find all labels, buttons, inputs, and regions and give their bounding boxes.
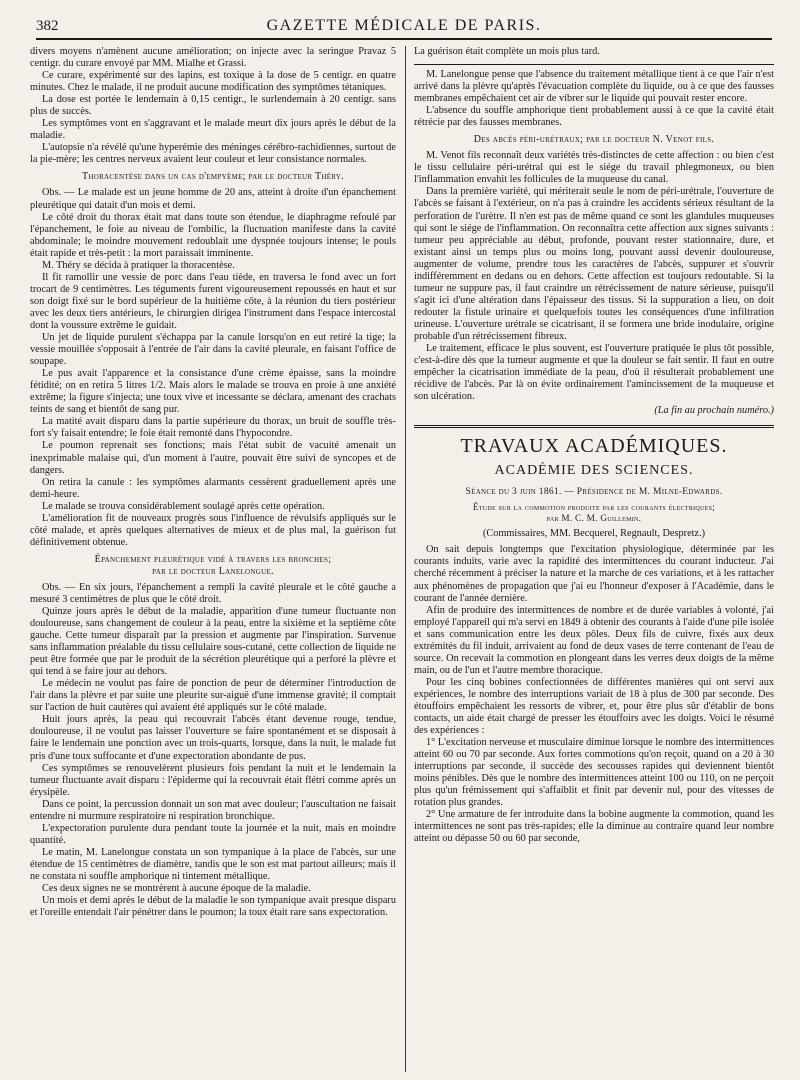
commissaires-line: (Commissaires, MM. Becquerel, Regnault, Despretz.)	[482, 528, 706, 540]
paragraph: L'absence du souffle amphorique tient probablement aussi à ce que la cavité était rétrécie par des fausses membranes.	[414, 105, 774, 129]
separator-rule	[414, 64, 774, 65]
section-title-travaux: TRAVAUX ACADÉMIQUES.	[460, 435, 728, 458]
paragraph: Huit jours après, la peau qui recouvrait l'abcès étant devenue rouge, tendue, douloureuse, il ne voulut pas laisser l'ouverture se faire spontanément et se disposait à faire le lendemain une ponction avec un trois-quarts, lorsque, dans la nuit, le malade fut pris d'une toux suffocante et d'une expectoration abondante de pus.	[30, 714, 396, 762]
paragraph: Le malade se trouva considérablement soulagé après cette opération.	[42, 500, 325, 512]
paragraph: M. Théry se décida à pratiquer la thoracentèse.	[42, 259, 235, 271]
page-header	[36, 14, 772, 40]
paragraph: Obs. — En six jours, l'épanchement a rempli la cavité pleurale et le côté gauche a mesuré 3 centimètres de plus que le côté droit.	[30, 581, 396, 605]
paragraph: divers moyens n'amènent aucune amélioration; on injecte avec la seringue Pravaz 5 centigr. du curare envoyé par MM. Mialhe et Grassi.	[30, 46, 396, 70]
paragraph: M. Venot fils reconnaît deux variétés très-distinctes de cette affection : ou bien c'est le tissu cellulaire péri-urétral qui est le siége du travail phlegmoneux, ou bien l'inflammation envahit les follicules de la muqueuse du canal.	[414, 150, 774, 186]
session-line: Séance du 3 juin 1861. — Présidence de M. Milne-Edwards.	[465, 487, 723, 498]
paragraph: L'autopsie n'a révélé qu'une hyperémie des méninges cérébro-rachidiennes, surtout de la pie-mère; les centres nerveux avaient leur couleur et leur consistance normales.	[30, 142, 396, 166]
journal-title: GAZETTE MÉDICALE DE PARIS.	[266, 17, 542, 34]
paragraph: 2° Une armature de fer introduite dans la bobine augmente la commotion, quand les intermittences ne sont pas très-rapides; elle la diminue au contraire quand leur nombre atteint ou dépasse 50 ou 60 par seconde,	[414, 809, 774, 845]
paragraph: Afin de produire des intermittences de nombre et de durée variables à volonté, j'ai employé l'appareil qui m'a servi en 1849 à obtenir des courants à l'aide d'une pile isolée et sans communication entre les deux pôles. Deux fils de cuivre, fixés aux deux extrémités du fil induit, arrivaient au fond de deux vases de terre contenant de l'eau de source. On recevait la commotion en plongeant dans les verres deux doigts de la même main, ou de l'un et l'autre membre thoracique.	[414, 604, 774, 676]
paragraph: 1° L'excitation nerveuse et musculaire diminue lorsque le nombre des intermittences atteint 60 ou 70 par seconde. Aux fortes commotions qu'on reçoit, quand on a 20 à 30 interruptions par seconde, il succède des secousses rapides qui deviennent bientôt moins pénibles. Dès que le nombre des intermittences atteint 100 ou 110, on ne perçoit plus qu'un frémissement qui s'affaiblit et finit par devenir nul, pour des vitesses de rotation plus grandes.	[414, 737, 774, 809]
paragraph: Le poumon reprenait ses fonctions; mais l'état subit de vacuité amenait un inexprimable malaise qui, d'un moment à l'autre, pouvait être suivi de syncopes et de dangers.	[30, 440, 396, 476]
paragraph: La guérison était complète un mois plus tard.	[414, 46, 600, 57]
left-column	[30, 46, 396, 1074]
paragraph: Le côté droit du thorax était mat dans toute son étendue, le diaphragme refoulé par l'épanchement, le foie au niveau de l'ombilic, la fluctuation manifeste dans la cavité abdominale; le moindre mouvement redoublait une dyspnée toujours intense; le pouls était rapide et très-petit : la mort paraissait imminente.	[30, 211, 396, 259]
paragraph: Le médecin ne voulut pas faire de ponction de peur de déterminer l'introduction de l'air dans la plèvre et par suite une pleurite sur-aiguë d'une immense gravité; il comptait sur l'action de huit cautères qui avaient été appliqués sur le côté malade.	[30, 678, 396, 714]
paragraph: Il fit ramollir une vessie de porc dans l'eau tiède, en traversa le fond avec un fort trocart de 9 centimètres. Les téguments furent vigoureusement repoussés en haut et sur son doigt fixé sur le bord supérieur de la huitième côte, à la réunion du tiers postérieur avec les deux tiers antérieurs, le chirurgien dirigea l'instrument dans l'espace intercostal dont la voussure extrême le guidait.	[30, 271, 396, 331]
paragraph: Dans ce point, la percussion donnait un son mat avec douleur; l'auscultation ne faisait entendre ni murmure respiratoire ni respiration bronchique.	[30, 798, 396, 822]
paragraph: La dose est portée le lendemain à 0,15 centigr., le surlendemain à 20 centigr. sans plus de succès.	[30, 94, 396, 118]
paragraph: Obs. — Le malade est un jeune homme de 20 ans, atteint à droite d'un épanchement pleurétique qui datait d'un mois et demi.	[30, 187, 396, 211]
page-number: 382	[36, 18, 59, 34]
paragraph: Quinze jours après le début de la maladie, apparition d'une tumeur fluctuante non douloureuse, sans changement de couleur à la peau, entre la sixième et la septième côte gauche. Cette tumeur disparaît par la pression et augmente par l'inspiration. Survenue sans inflammation préalable du tissu cellulaire sous-cutané, cette collection de liquide ne peut être formée que par le produit de la sécrétion pleurétique qui a perforé la plèvre et qui tend à se faire jour au dehors.	[30, 605, 396, 678]
paragraph: Le matin, M. Lanelongue constata un son tympanique à la place de l'abcès, sur une étendue de 15 centimètres de diamètre, tandis que le son est mat partout ailleurs; mais il ne constata ni souffle amphorique ni tintement métallique.	[30, 846, 396, 882]
paragraph: Ces symptômes se renouvelèrent plusieurs fois pendant la nuit et le lendemain la tumeur fluctuante avait disparu : l'épiderme qui la recouvrait était flétri comme après un érysipèle.	[30, 762, 396, 798]
paragraph: La matité avait disparu dans la partie supérieure du thorax, un bruit de souffle très-fort s'y faisait entendre; le foie était remonté dans l'hypocondre.	[30, 416, 396, 440]
article-heading	[414, 502, 774, 524]
continuation-note: (La fin au prochain numéro.)	[654, 405, 774, 417]
paragraph: Un mois et demi après le début de la maladie le son tympanique avait presque disparu et l'oreille entendait l'air pénétrer dans le poumon; la toux était rare sans expectoration.	[30, 895, 396, 919]
column-divider	[405, 46, 406, 1072]
paragraph: Dans la première variété, qui mériterait seule le nom de péri-urétrale, l'ouverture de l'abcès se faisant à l'extérieur, on n'a pas à craindre les accidents sérieux résultant de la perforation de l'urètre. Il n'en est pas de même quand ce sont les glandules muqueuses qui sont le siége de l'inflammation. On reconnaîtra cette affection aux signes suivants : tumeur peu appréciable au début, profonde, pouvant rester stationnaire, dure, et existant ainsi un temps plus ou moins long, pouvant aussi devenir douloureuse, augmenter de volume, prendre tous les caractères de l'abcès, suppurer et s'ouvrir indifféremment en dedans ou en dehors. Cette affection est toujours redoutable. Si la tumeur ne suppure pas, il faut craindre un rétrécissement de nature sérieuse, puisqu'il s'agit ici d'une altération dans l'épaisseur des tissus. Si la suppuration a lieu, on doit redouter la fistule urinaire et quelquefois toutes les conséquences d'une infiltration urineuse. L'ouverture urétrale se cicatrisant, il se formera une bride inodulaire, origine probable d'un rétrécissement fibreux.	[414, 186, 774, 342]
paragraph: Un jet de liquide purulent s'échappa par la canule lorsqu'on en eut retiré la tige; la vessie mouillée s'opposait à l'entrée de l'air dans la cavité pleurale, en faisant l'office de soupape.	[30, 332, 396, 368]
paragraph: Ces deux signes ne se montrèrent à aucune époque de la maladie.	[42, 883, 311, 895]
paragraph: Pour les cinq bobines confectionnées de différentes manières qui ont servi aux expériences, le nombre des interruptions variait de 18 à plus de 300 par seconde. Des étouffoirs empêchaient les ressorts de vibrer, et, pour être plus sûr d'établir de bons contacts, un aide était chargé de presser les étouffoirs avec les doigts. Voici le résumé des expériences :	[414, 676, 774, 737]
article-title: Étude sur la commotion produite par les courants électriques;	[472, 502, 716, 513]
section-heading-epanchement	[30, 554, 396, 578]
paragraph: On sait depuis longtemps que l'excitation physiologique, déterminée par les courants induits, varie avec la rapidité des intermittences du courant inducteur. J'ai cherché récemment à préciser la nature et la marche de ces variations, et à les rattacher aux phénomènes de propagation que j'ai eu l'honneur d'exposer à l'Académie, dans le courant de l'année dernière.	[414, 544, 774, 604]
paragraph: Ce curare, expérimenté sur des lapins, est toxique à la dose de 5 centigr. en quatre minutes. Chez le malade, il ne produit aucune modification des symptômes tétaniques.	[30, 70, 396, 94]
paragraph: Le traitement, efficace le plus souvent, est l'ouverture pratiquée le plus tôt possible, c'est-à-dire dès que la tumeur augmente et que la douleur se fait sentir. Il faut en outre empêcher la cicatrisation immédiate de la peau, d'où il résulterait probablement une récidive de l'abcès. Par là on évite ordinairement l'amincissement de la muqueuse et son ulcération.	[414, 343, 774, 403]
separator-double-rule	[414, 425, 774, 428]
section-heading-thoracentese: Thoracentèse dans un cas d'empyème; par le docteur Théry.	[81, 171, 345, 183]
section-heading-author: par le docteur Lanelongue.	[152, 565, 274, 577]
paragraph: L'expectoration purulente dura pendant toute la journée et la nuit, mais en moindre quantité.	[30, 822, 396, 846]
section-heading-line: Épanchement pleurétique vidé à travers les bronches;	[94, 553, 332, 565]
paragraph: On retira la canule : les symptômes alarmants cessèrent graduellement après une demi-heure.	[30, 476, 396, 500]
article-author: par M. C. M. Guillemin.	[546, 513, 642, 524]
right-column	[414, 46, 774, 1074]
section-heading-abces: Des abcès péri-urétraux; par le docteur N. Venot fils.	[473, 134, 715, 146]
paragraph: L'amélioration fit de nouveaux progrès sous l'influence de révulsifs appliqués sur le côté malade, et après quelques alternatives de mieux et de plus mal, la guérison fut définitivement obtenue.	[30, 512, 396, 548]
academy-title: ACADÉMIE DES SCIENCES.	[494, 463, 694, 479]
paragraph: M. Lanelongue pense que l'absence du traitement métallique tient à ce que l'air n'est arrivé dans la plèvre qu'après l'évacuation complète du liquide, ou à ce que des fausses membranes empêchaient cet air de vibrer sur le liquide qui pouvait rester encore.	[414, 69, 774, 105]
paragraph: Le pus avait l'apparence et la consistance d'une crème épaisse, sans la moindre fétidité; on en retira 5 litres 1/2. Mais alors le malade se trouva en proie à une anxiété extrême; la figure s'injecta; une toux vive et incessante se déclara, amenant des crachats teints de sang et bientôt de sang pur.	[30, 368, 396, 416]
paragraph: Les symptômes vont en s'aggravant et le malade meurt dix jours après le début de la maladie.	[30, 118, 396, 142]
